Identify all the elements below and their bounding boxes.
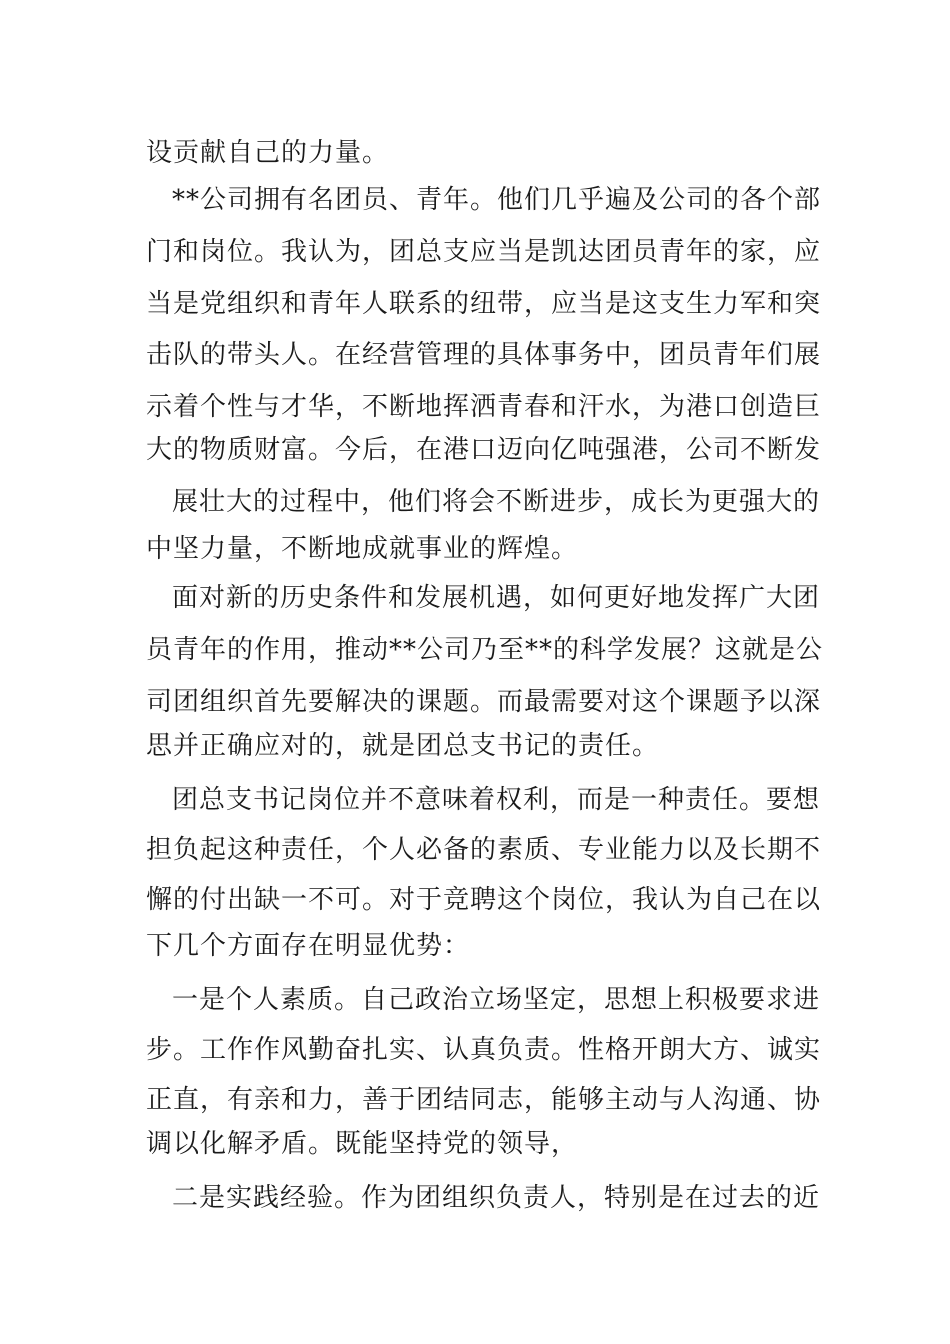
text-line: 团总支书记岗位并不意味着权利，而是一种责任。要想: [172, 785, 821, 815]
text-line: 员青年的作用，推动**公司乃至**的科学发展？这就是公: [146, 635, 824, 665]
text-line: 设贡献自己的力量。: [146, 138, 390, 168]
text-line: 担负起这种责任，个人必备的素质、专业能力以及长期不: [146, 835, 822, 865]
text-line: 大的物质财富。今后，在港口迈向亿吨强港，公司不断发: [146, 435, 822, 465]
text-line: 面对新的历史条件和发展机遇，如何更好地发挥广大团: [172, 583, 821, 613]
text-line: 步。工作作风勤奋扎实、认真负责。性格开朗大方、诚实: [146, 1035, 822, 1065]
text-line: 司团组织首先要解决的课题。而最需要对这个课题予以深: [146, 687, 822, 717]
text-line: 正直，有亲和力，善于团结同志，能够主动与人沟通、协: [146, 1085, 822, 1115]
text-line: 思并正确应对的，就是团总支书记的责任。: [146, 731, 660, 761]
text-line: 一是个人素质。自己政治立场坚定，思想上积极要求进: [172, 985, 821, 1015]
text-line: 调以化解矛盾。既能坚持党的领导，: [146, 1129, 579, 1159]
text-line: 当是党组织和青年人联系的纽带，应当是这支生力军和突: [146, 289, 822, 319]
text-line: 击队的带头人。在经营管理的具体事务中，团员青年们展: [146, 340, 822, 370]
text-line: 示着个性与才华，不断地挥洒青春和汗水，为港口创造巨: [146, 392, 822, 422]
text-line: **公司拥有名团员、青年。他们几乎遍及公司的各个部: [172, 185, 822, 215]
text-line: 展壮大的过程中，他们将会不断进步，成长为更强大的: [172, 487, 821, 517]
text-line: 中坚力量，不断地成就事业的辉煌。: [146, 534, 579, 564]
text-line: 二是实践经验。作为团组织负责人，特别是在过去的近: [172, 1183, 821, 1213]
text-line: 门和岗位。我认为，团总支应当是凯达团员青年的家，应: [146, 237, 822, 267]
text-line: 下几个方面存在明显优势：: [146, 931, 471, 961]
text-line: 懈的付出缺一不可。对于竞聘这个岗位，我认为自己在以: [146, 885, 822, 915]
